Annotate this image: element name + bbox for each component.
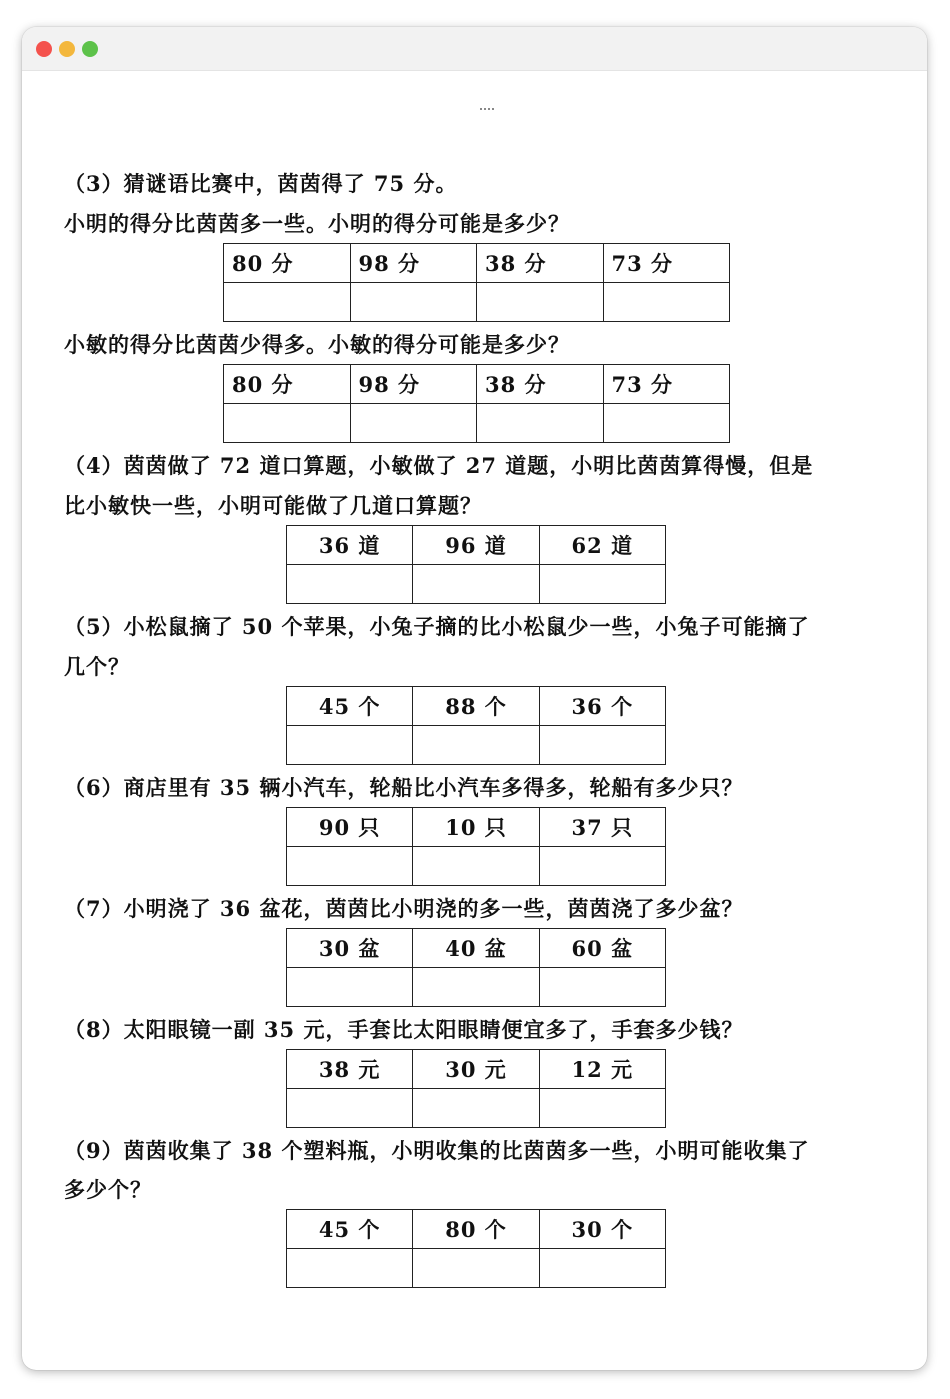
- option-cell: 38 分: [477, 365, 604, 404]
- option-cell: 96 道: [413, 526, 539, 565]
- worksheet-page: [22, 70, 927, 1370]
- option-cell: 37 只: [539, 808, 665, 847]
- answer-cell[interactable]: [539, 968, 665, 1007]
- answer-cell[interactable]: [287, 726, 413, 765]
- option-cell: 80 分: [224, 244, 351, 283]
- question-5-text: （5）小松鼠摘了 50 个苹果，小兔子摘的比小松鼠少一些，小兔子可能摘了: [64, 614, 810, 639]
- option-cell: 73 分: [603, 244, 730, 283]
- question-3-prompt-b: 小敏的得分比茵茵少得多。小敏的得分可能是多少？: [64, 332, 570, 357]
- answer-cell[interactable]: [539, 726, 665, 765]
- question-9-options-table: [286, 1209, 666, 1288]
- question-9-text-cont: 多少个？: [64, 1177, 152, 1202]
- option-cell: 73 分: [603, 365, 730, 404]
- answer-cell[interactable]: [287, 847, 413, 886]
- option-cell: 30 盆: [287, 929, 413, 968]
- question-5-options-table: [286, 686, 666, 765]
- option-cell: 60 盆: [539, 929, 665, 968]
- option-cell: 98 分: [350, 244, 477, 283]
- option-cell: 45 个: [287, 687, 413, 726]
- option-cell: 12 元: [539, 1050, 665, 1089]
- option-cell: 62 道: [539, 526, 665, 565]
- option-cell: 40 盆: [413, 929, 539, 968]
- option-cell: 90 只: [287, 808, 413, 847]
- maximize-button[interactable]: [82, 41, 98, 57]
- app-window: [22, 27, 927, 1370]
- answer-cell[interactable]: [287, 1089, 413, 1128]
- question-4-text-cont: 比小敏快一些，小明可能做了几道口算题？: [64, 493, 482, 518]
- option-cell: 88 个: [413, 687, 539, 726]
- answer-cell[interactable]: [539, 847, 665, 886]
- answer-cell[interactable]: [413, 968, 539, 1007]
- question-4-options-table: [286, 525, 666, 604]
- question-8-options-table: [286, 1049, 666, 1128]
- question-6-options-table: [286, 807, 666, 886]
- question-7-options-table: [286, 928, 666, 1007]
- answer-cell[interactable]: [287, 565, 413, 604]
- answer-cell[interactable]: [413, 847, 539, 886]
- question-3a-options-table: [223, 243, 730, 322]
- answer-cell[interactable]: [287, 968, 413, 1007]
- option-cell: 98 分: [350, 365, 477, 404]
- question-3b-options-table: [223, 364, 730, 443]
- answer-cell[interactable]: [477, 283, 604, 322]
- option-cell: 36 道: [287, 526, 413, 565]
- option-cell: 80 分: [224, 365, 351, 404]
- title-bar: [22, 27, 927, 71]
- answer-cell[interactable]: [224, 283, 351, 322]
- question-5-text-cont: 几个？: [64, 654, 130, 679]
- answer-cell[interactable]: [539, 565, 665, 604]
- option-cell: 30 元: [413, 1050, 539, 1089]
- answer-cell[interactable]: [350, 283, 477, 322]
- option-cell: 45 个: [287, 1210, 413, 1249]
- answer-cell[interactable]: [539, 1089, 665, 1128]
- answer-cell[interactable]: [539, 1249, 665, 1288]
- question-3-prompt-a: 小明的得分比茵茵多一些。小明的得分可能是多少？: [64, 211, 570, 236]
- answer-cell[interactable]: [413, 726, 539, 765]
- question-4-text: （4）茵茵做了 72 道口算题，小敏做了 27 道题，小明比茵茵算得慢，但是: [64, 453, 814, 478]
- option-cell: 38 元: [287, 1050, 413, 1089]
- question-9-text: （9）茵茵收集了 38 个塑料瓶，小明收集的比茵茵多一些，小明可能收集了: [64, 1138, 810, 1163]
- answer-cell[interactable]: [413, 565, 539, 604]
- option-cell: 36 个: [539, 687, 665, 726]
- answer-cell[interactable]: [603, 283, 730, 322]
- answer-cell[interactable]: [350, 404, 477, 443]
- answer-cell[interactable]: [224, 404, 351, 443]
- option-cell: 10 只: [413, 808, 539, 847]
- question-3-text: （3）猜谜语比赛中，茵茵得了 75 分。: [64, 171, 458, 196]
- answer-cell[interactable]: [477, 404, 604, 443]
- option-cell: 30 个: [539, 1210, 665, 1249]
- option-cell: 38 分: [477, 244, 604, 283]
- scan-mark: [480, 108, 494, 113]
- answer-cell[interactable]: [413, 1089, 539, 1128]
- answer-cell[interactable]: [287, 1249, 413, 1288]
- minimize-button[interactable]: [59, 41, 75, 57]
- answer-cell[interactable]: [603, 404, 730, 443]
- question-6-text: （6）商店里有 35 辆小汽车，轮船比小汽车多得多，轮船有多少只？: [64, 775, 744, 800]
- question-8-text: （8）太阳眼镜一副 35 元，手套比太阳眼睛便宜多了，手套多少钱？: [64, 1017, 744, 1042]
- answer-cell[interactable]: [413, 1249, 539, 1288]
- close-button[interactable]: [36, 41, 52, 57]
- option-cell: 80 个: [413, 1210, 539, 1249]
- question-7-text: （7）小明浇了 36 盆花，茵茵比小明浇的多一些，茵茵浇了多少盆？: [64, 896, 744, 921]
